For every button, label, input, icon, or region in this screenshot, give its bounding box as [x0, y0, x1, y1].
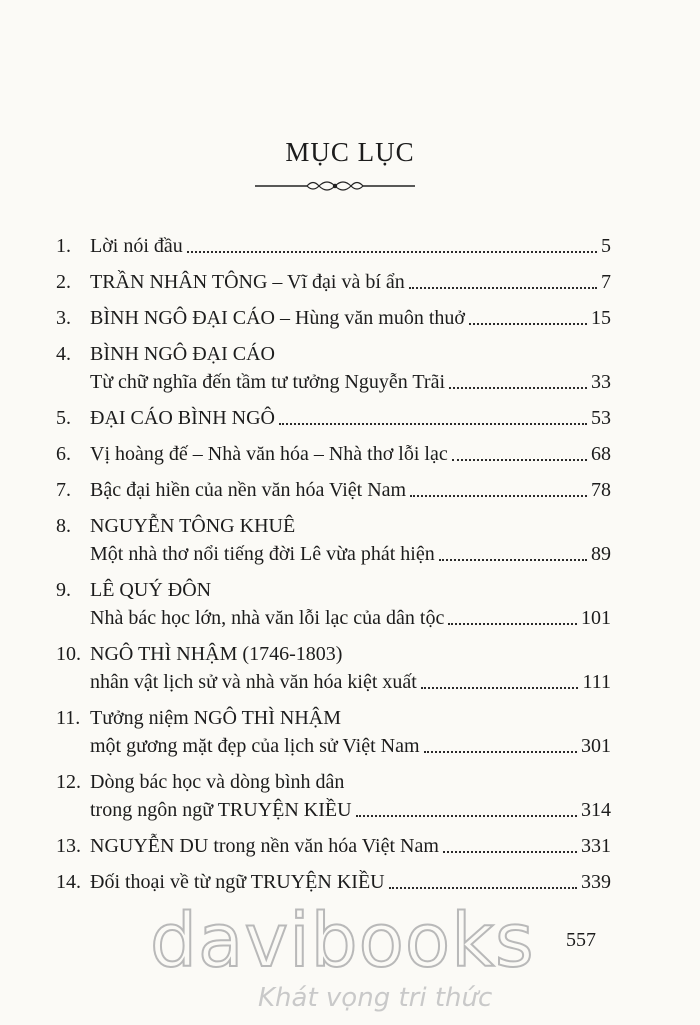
toc-line — [56, 512, 611, 540]
watermark-brand: davibooks — [150, 898, 535, 984]
toc-page: 15 — [591, 307, 611, 329]
dot-leader — [187, 251, 597, 253]
toc-page: 5 — [601, 235, 611, 257]
toc-page: 301 — [581, 735, 611, 757]
toc-title: Một nhà thơ nổi tiếng đời Lê vừa phát hiện — [90, 543, 435, 565]
toc-title: Nhà bác học lớn, nhà văn lỗi lạc của dân tộc — [90, 607, 445, 629]
toc-page: 314 — [581, 799, 611, 821]
toc-entry — [56, 576, 611, 632]
toc-page: 68 — [591, 443, 611, 465]
toc-number: 6. — [56, 443, 71, 465]
toc-entry — [56, 440, 611, 468]
page-title: MỤC LỤC — [285, 137, 415, 167]
toc-entry — [56, 476, 611, 504]
toc-title: Dòng bác học và dòng bình dân — [90, 771, 345, 793]
toc-line — [56, 440, 611, 468]
toc-line — [56, 540, 611, 568]
dot-leader — [424, 751, 577, 753]
toc-entry — [56, 768, 611, 824]
toc-page: 7 — [601, 271, 611, 293]
dot-leader — [389, 887, 577, 889]
toc-title: trong ngôn ngữ TRUYỆN KIỀU — [90, 799, 352, 821]
watermark-tagline: Khát vọng tri thức — [258, 983, 493, 1013]
toc-entry — [56, 404, 611, 432]
toc-number: 12. — [56, 771, 81, 793]
toc-title: Tưởng niệm NGÔ THÌ NHẬM — [90, 707, 342, 729]
toc-entry — [56, 832, 611, 860]
toc-title: NGÔ THÌ NHẬM (1746-1803) — [90, 643, 343, 665]
toc-title: ĐẠI CÁO BÌNH NGÔ — [90, 407, 275, 429]
dot-leader — [409, 287, 597, 289]
toc-number: 4. — [56, 343, 71, 365]
toc-title: NGUYỄN TÔNG KHUÊ — [90, 515, 296, 537]
toc-line — [56, 404, 611, 432]
toc-line — [56, 232, 611, 260]
toc-number: 9. — [56, 579, 71, 601]
toc-number: 1. — [56, 235, 71, 257]
toc-title: NGUYỄN DU trong nền văn hóa Việt Nam — [90, 835, 439, 857]
toc-line — [56, 732, 611, 760]
toc-line — [56, 604, 611, 632]
ornament-divider-icon — [255, 176, 415, 196]
toc-entry — [56, 304, 611, 332]
toc-title: Từ chữ nghĩa đến tầm tư tưởng Nguyễn Trãi — [90, 371, 446, 393]
toc-entry — [56, 512, 611, 568]
toc-line — [56, 368, 611, 396]
toc-entry — [56, 640, 611, 696]
toc-page: 101 — [581, 607, 611, 629]
dot-leader — [279, 423, 587, 425]
toc-title: Lời nói đầu — [90, 235, 183, 257]
toc-title: LÊ QUÝ ĐÔN — [90, 579, 212, 601]
toc-title: một gương mặt đẹp của lịch sử Việt Nam — [90, 735, 420, 757]
toc-entry — [56, 232, 611, 260]
toc-line — [56, 576, 611, 604]
dot-leader — [443, 851, 577, 853]
toc-title: Vị hoàng đế – Nhà văn hóa – Nhà thơ lỗi lạc — [90, 443, 448, 465]
toc-page: 78 — [591, 479, 611, 501]
toc-number: 2. — [56, 271, 71, 293]
dot-leader — [421, 687, 579, 689]
dot-leader — [452, 459, 587, 461]
table-of-contents — [56, 232, 611, 904]
toc-number: 13. — [56, 835, 81, 857]
dot-leader — [439, 559, 587, 561]
dot-leader — [469, 323, 587, 325]
dot-leader — [449, 387, 587, 389]
toc-line — [56, 832, 611, 860]
toc-title: Đối thoại về từ ngữ TRUYỆN KIỀU — [90, 871, 385, 893]
toc-entry — [56, 868, 611, 896]
toc-number: 5. — [56, 407, 71, 429]
toc-page: 89 — [591, 543, 611, 565]
toc-number: 8. — [56, 515, 71, 537]
toc-entry — [56, 704, 611, 760]
toc-line — [56, 668, 611, 696]
toc-line — [56, 640, 611, 668]
toc-number: 3. — [56, 307, 71, 329]
toc-number: 14. — [56, 871, 81, 893]
dot-leader — [410, 495, 587, 497]
toc-line — [56, 768, 611, 796]
toc-line — [56, 268, 611, 296]
toc-title: BÌNH NGÔ ĐẠI CÁO — [90, 343, 275, 365]
toc-page: 331 — [581, 835, 611, 857]
toc-line — [56, 704, 611, 732]
toc-page: 33 — [591, 371, 611, 393]
toc-title: Bậc đại hiền của nền văn hóa Việt Nam — [90, 479, 407, 501]
toc-title: BÌNH NGÔ ĐẠI CÁO – Hùng văn muôn thuở — [90, 307, 465, 329]
toc-page: 53 — [591, 407, 611, 429]
toc-line — [56, 796, 611, 824]
toc-line — [56, 304, 611, 332]
toc-title: TRẦN NHÂN TÔNG – Vĩ đại và bí ẩn — [90, 271, 405, 293]
toc-entry — [56, 340, 611, 396]
toc-title: nhân vật lịch sử và nhà văn hóa kiệt xuất — [90, 671, 417, 693]
toc-line — [56, 868, 611, 896]
toc-line — [56, 476, 611, 504]
toc-number: 10. — [56, 643, 81, 665]
page-number: 557 — [566, 929, 596, 951]
dot-leader — [356, 815, 577, 817]
toc-line — [56, 340, 611, 368]
toc-page: 111 — [582, 671, 611, 693]
toc-page: 339 — [581, 871, 611, 893]
toc-number: 11. — [56, 707, 81, 729]
toc-entry — [56, 268, 611, 296]
dot-leader — [448, 623, 577, 625]
toc-number: 7. — [56, 479, 71, 501]
